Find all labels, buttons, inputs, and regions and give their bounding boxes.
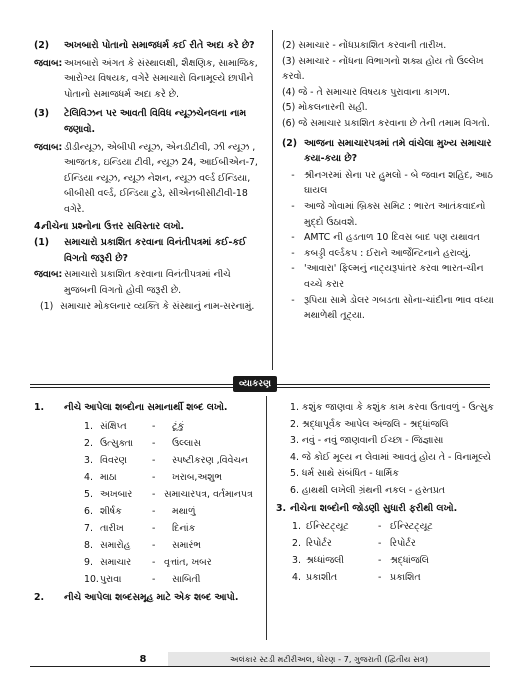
synonym-row: 2. ઉત્સુક્તા - ઉલ્લાસ bbox=[84, 437, 201, 449]
grammar-left-column bbox=[34, 400, 262, 605]
phrase-item: 2. શ્રદ્ધાપૂર્વક આપેલ અંજલિ - શ્રદ્ધાંજલિ bbox=[290, 418, 449, 430]
question-4-1: (1) સમાચારો પ્રકાશિત કરવાના વિનંતીપત્રમાં કઈ-કઈ વિગતો જરૂરી છે? bbox=[34, 237, 247, 264]
answer-4-1-point-1: (1) સમાચાર મોકલનાર વ્યક્તિ કે સંસ્થાનું નામ-સરનામું. bbox=[40, 300, 255, 312]
question-right-2: (2) આજના સમાચારપત્રમાં તમે વાંચેલા મુખ્ય સમાચાર કયા-કયા છે? bbox=[282, 137, 492, 165]
spelling-row: 3. શ્રધ્ધાંજલી - શ્રદ્ધાંજલિ bbox=[292, 555, 429, 567]
synonym-row: 4. માઠા - ખરાબ,અશુભ bbox=[84, 471, 222, 483]
news-item: - 'આવારા' ફિલ્મનું નાટ્યરૂપાંતર કરવા ભારત-ચીન વચ્ચે કરાર bbox=[291, 263, 484, 290]
detail-point: (3) સમાચાર - નોંધના વિભાગનો શક્ય હોય તો ઉલ્લેખ કરવો. bbox=[282, 55, 484, 83]
phrase-item: 4. જે કોઈ મૂલ્ય ન લેવામાં આવતું હોય તે - વિનામૂલ્યે bbox=[290, 451, 491, 463]
spelling-row: 2. રિપોર્ટર - રિપોર્ટર bbox=[292, 538, 416, 550]
phrase-list bbox=[276, 400, 498, 499]
spelling-row: 1. ઈન્સ્ટિટ્યૂટ - ઈન્સ્ટિટ્યૂટ bbox=[292, 521, 433, 533]
synonym-row: 9. સમાચાર - વૃત્તાંત, ખબર bbox=[84, 556, 212, 568]
news-item: - AMTC ની હડતાળ 10 દિવસ બાદ પણ યથાવત bbox=[291, 232, 480, 244]
answer-4-1: જવાબ: સમાચારો પ્રકાશિત કરવાના વિનંતીપત્રમાં નીચે મુજબની વિગતો હોવી જરૂરી છે. bbox=[34, 269, 231, 296]
news-item: - આજે ગોવામાં બ્રિક્સ સમિટ : ભારત આતંકવાદનો મુદ્દો ઉઠાવશે. bbox=[291, 200, 486, 228]
synonym-row: 10. પુરાવા - સાબિતી bbox=[84, 573, 201, 585]
page-footer bbox=[30, 652, 490, 668]
synonym-row: 8. સમારોહ - સમારંભ bbox=[84, 539, 201, 551]
synonym-list bbox=[34, 418, 262, 588]
synonym-row: 1. સંક્ષિપ્ત - ટૂંકું bbox=[84, 420, 185, 432]
phrase-item: 1. કશુંક જાણવા કે કશુંક કામ કરવા ઉતાવળું - ઉત્સુક bbox=[290, 402, 494, 413]
grammar-question-3: 3. નીચેના શબ્દોની જોડણી સુધારી ફરીથી લખો. bbox=[276, 502, 458, 514]
section-badge: વ્યાકરણ bbox=[233, 376, 277, 392]
news-item: - શ્રીનગરમાં સેના પર હુમલો - બે જવાન શહિદ, આઠ ઘાયલ bbox=[291, 169, 493, 197]
right-column bbox=[282, 38, 500, 324]
grammar-column-divider bbox=[266, 396, 267, 640]
page-number: 8 bbox=[139, 654, 147, 665]
news-list bbox=[282, 168, 500, 324]
grammar-right-column bbox=[276, 400, 498, 586]
news-item: - રૂપિયા સામે ડોલર ગબડતા સોના-ચાંદીના ભાવ વધ્યા મથાળેથી તૂટ્યા. bbox=[291, 294, 494, 322]
detail-point: (2) સમાચાર - નોંધપ્રકાશિત કરવાની તારીખ. bbox=[282, 40, 447, 51]
detail-point: (5) મોકલનારની સહી. bbox=[282, 102, 368, 114]
answer-2: જવાબ: અખબારો અંગત કે સંસ્થાલક્ષી, શૈક્ષણિક, સામાજિક, આરોગ્ય વિષયક, વગેરે સમાચારો વિનામૂલ્યે છાપીને પોતાનો સમાજધર્મ અદા કરે છે. bbox=[34, 57, 258, 100]
grammar-question-2: 2. નીચે આપેલા શબ્દસમૂહ માટે એક શબ્દ આપો. bbox=[34, 591, 239, 603]
left-column bbox=[34, 38, 266, 314]
question-3: (3) ટેલિવિઝન પર આવતી વિવિધ ન્યૂઝચેનલના નામ જણાવો. bbox=[34, 108, 247, 135]
grammar-question-1: 1. નીચે આપેલા શબ્દોના સમાનાર્થી શબ્દ લખો. bbox=[34, 402, 228, 413]
detail-point: (4) જે - તે સમાચાર વિષયક પુરાવાના કાગળ. bbox=[282, 86, 450, 98]
synonym-row: 3. વિવરણ - સ્પષ્ટીકરણ ,વિવેચન bbox=[84, 454, 248, 466]
footer-title: અલંકાર સ્ટડી મટીરીઅલ, ધોરણ - 7, ગુજરાતી (દ્વિતીય સત્ર) bbox=[168, 652, 490, 666]
section-4-heading: 4. નીચેના પ્રશ્નોના ઉત્તર સવિસ્તાર લખો. bbox=[34, 220, 185, 232]
detail-point: (6) જે સમાચાર પ્રકાશિત કરવાના છે તેની તમામ વિગતો. bbox=[282, 117, 490, 129]
spelling-row: 4. પ્રકાશીત - પ્રકાશિત bbox=[292, 572, 421, 584]
phrase-item: 5. ધર્મ સાથે સંબંધિત - ધાર્મિક bbox=[290, 468, 399, 480]
phrase-item: 6. હાથથી લખેલી ગ્રંથની નકલ - હસ્તપ્રત bbox=[290, 484, 446, 496]
synonym-row: 6. શીર્ષક - મથાળું bbox=[84, 505, 196, 517]
phrase-item: 3. નવું - નવું જાણવાની ઈચ્છા - જિજ્ઞાસા bbox=[290, 435, 444, 447]
news-item: - કબડ્ડી વર્લ્ડકપ : ઈરાને આર્જેન્ટિનાને હરાવ્યું. bbox=[291, 247, 472, 259]
synonym-row: 7. તારીખ - દિનાંક bbox=[84, 522, 196, 534]
column-divider bbox=[272, 30, 273, 370]
spelling-list bbox=[276, 518, 498, 586]
synonym-row: 5. અખબાર - સમાચારપત્ર, વર્તમાનપત્ર bbox=[84, 488, 253, 500]
question-2: (2) અખબારો પોતાનો સમાજધર્મ કઈ રીતે અદા કરે છે? bbox=[34, 40, 255, 51]
answer-3: જવાબ: ડીડીન્યૂઝ, એબીપી ન્યૂઝ, એનડીટીવી, ઝી ન્યૂઝ , આજતક, ઇન્ડિયા ટીવી, ન્યૂઝ 24, આઈબીએન-7, ઈન્ડિયા ન્યૂઝ, ન્યૂઝ નેશન, ન્યૂઝ વર્લ્ડ ઈન્ડિયા, બીબીસી વર્લ્ડ, ઈન્ડિયા ટુડે, સીએનબીસીટીવી-18 વગેરે. bbox=[34, 141, 258, 215]
grammar-section-divider bbox=[30, 380, 490, 390]
